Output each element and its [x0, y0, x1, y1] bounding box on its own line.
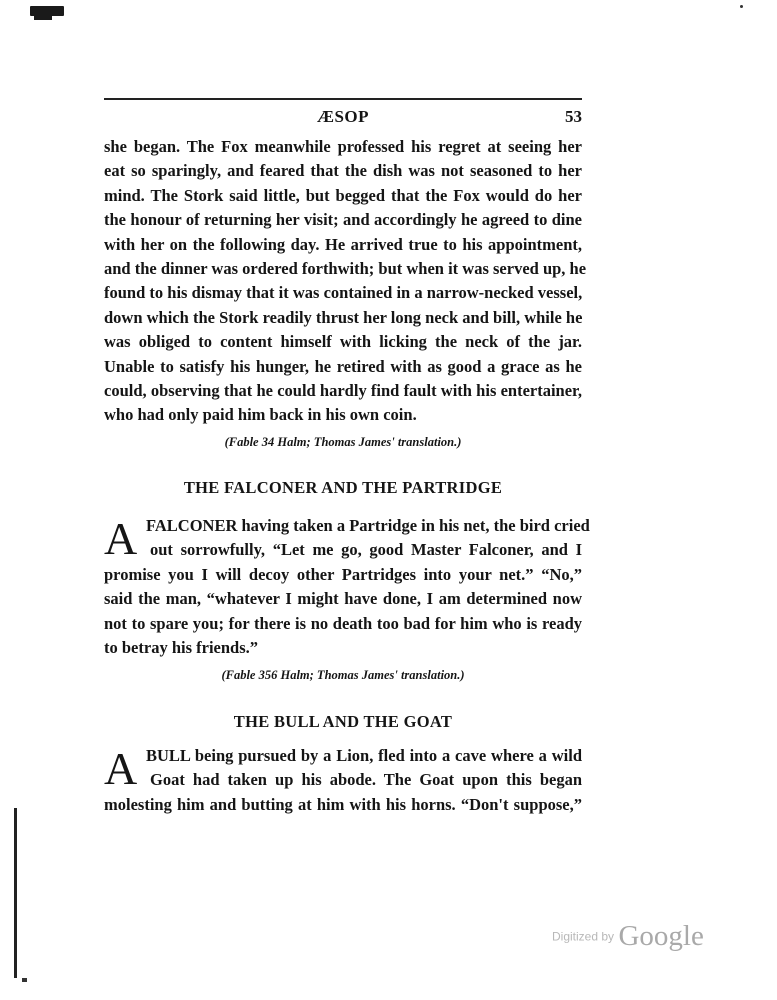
fable-title: THE BULL AND THE GOAT [233, 712, 453, 731]
fable-bull-body [104, 744, 582, 817]
page-number: 53 [565, 107, 582, 126]
text-line: the honour of returning her visit; and accordingly he agreed to dine [104, 210, 582, 230]
text-line: was obliged to content himself with licking the neck of the jar. [104, 332, 582, 352]
text-line: out sorrowfully, “Let me go, good Master Falconer, and I [150, 540, 582, 560]
watermark-prefix: Digitized by [552, 929, 615, 944]
text-line: eat so sparingly, and feared that the dish was not seasoned to her [104, 161, 582, 181]
citation: (Fable 34 Halm; Thomas James' translation.) [224, 435, 462, 449]
text-line: found to his dismay that it was contained in a narrow-necked vessel, [104, 283, 583, 303]
digitized-watermark [552, 920, 704, 953]
page-edge-mark [22, 978, 27, 982]
text-line: FALCONER having taken a Partridge in his net, the bird cried [146, 516, 590, 535]
google-logo: Google [618, 920, 704, 952]
drop-cap: A [104, 743, 138, 794]
continuation-paragraph [104, 135, 587, 428]
text-line: said the man, “whatever I might have done, I am determined now [104, 589, 582, 609]
text-line: could, observing that he could hardly find fault with his entertainer, [104, 381, 582, 401]
text-line: promise you I will decoy other Partridges into your net.” “No,” [104, 564, 582, 584]
text-line: BULL being pursued by a Lion, fled into a cave where a wild [146, 746, 582, 765]
text-line: not to spare you; for there is no death too bad for him who is ready [104, 613, 582, 633]
fable-falconer-body [104, 513, 590, 660]
running-title: ÆSOP [316, 107, 370, 126]
text-line: molesting him and butting at him with his horns. “Don't suppose,” [104, 794, 582, 814]
text-line: with her on the following day. He arrived true to his appointment, [104, 234, 582, 254]
citation: (Fable 356 Halm; Thomas James' translation.) [221, 668, 465, 682]
page-edge-line [14, 808, 17, 978]
text-line: who had only paid him back in his own coin. [104, 405, 417, 425]
drop-cap: A [104, 513, 138, 564]
text-line: Goat had taken up his abode. The Goat upon this began [150, 770, 582, 790]
running-header [104, 98, 582, 130]
fable-title: THE FALCONER AND THE PARTRIDGE [183, 478, 503, 497]
scan-speck [740, 5, 743, 8]
text-line: she began. The Fox meanwhile professed his regret at seeing her [104, 137, 582, 156]
text-line: and the dinner was ordered forthwith; but when it was served up, he [104, 259, 587, 279]
text-line: Unable to satisfy his hunger, he retired with as good a grace as he [104, 356, 582, 376]
text-line: down which the Stork readily thrust her long neck and bill, while he [104, 307, 583, 327]
text-line: mind. The Stork said little, but begged that the Fox would do her [104, 185, 582, 205]
scan-mark [30, 6, 64, 16]
text-line: to betray his friends.” [104, 638, 258, 658]
